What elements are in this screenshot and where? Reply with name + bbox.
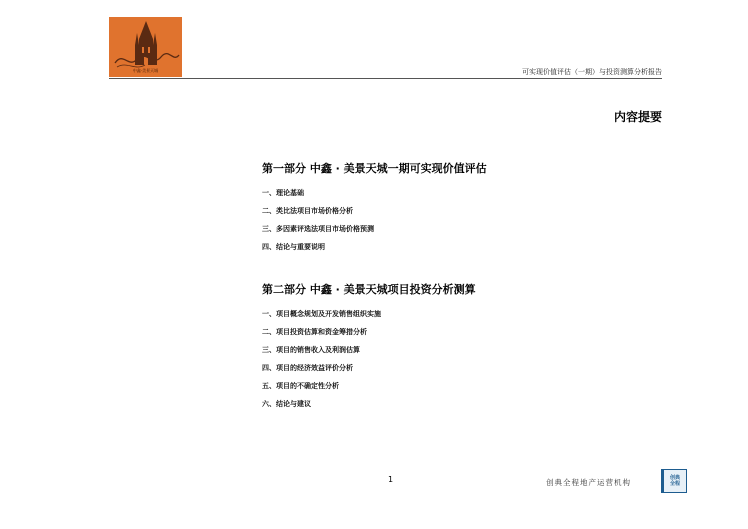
footer-logo-text: 创典: [669, 475, 680, 481]
company-logo: [109, 17, 182, 77]
list-item: 二、项目投资估算和资金筹措分析: [262, 328, 367, 336]
list-item: 三、项目的销售收入及利润估算: [262, 346, 360, 354]
footer-logo-text: 全程: [669, 481, 680, 487]
list-item: 六、结论与建议: [262, 400, 311, 408]
list-item: 三、多因素评选法项目市场价格预测: [262, 225, 374, 233]
footer-logo: [663, 469, 687, 493]
list-item: 一、理论基础: [262, 189, 304, 197]
list-item: 一、项目概念规划及开发销售组织实施: [262, 310, 381, 318]
list-item: 四、结论与重要说明: [262, 243, 325, 251]
page-number: 1: [388, 475, 394, 484]
report-title: 可实现价值评估（一期）与投资测算分析报告: [522, 68, 662, 76]
footer-org-name: 创典全程地产运营机构: [546, 478, 631, 487]
header-divider: [109, 78, 662, 79]
list-item: 五、项目的不确定性分析: [262, 382, 339, 390]
list-item: 四、项目的经济效益评价分析: [262, 364, 353, 372]
list-item: 二、类比法项目市场价格分析: [262, 207, 353, 215]
logo-caption: 中鑫·美景天城: [132, 68, 159, 73]
section-title: 第二部分 中鑫 · 美景天城项目投资分析测算: [262, 283, 476, 296]
section-title: 第一部分 中鑫 · 美景天城一期可实现价值评估: [262, 162, 487, 175]
section-part-one: [262, 160, 487, 260]
page-title: 内容提要: [613, 110, 662, 124]
section-part-two: [262, 281, 476, 417]
